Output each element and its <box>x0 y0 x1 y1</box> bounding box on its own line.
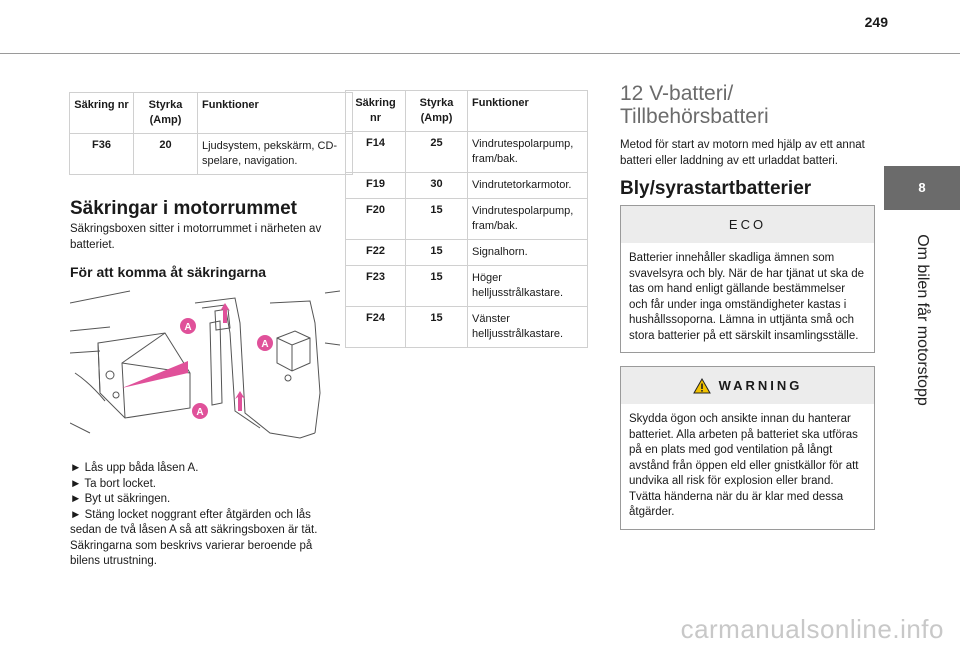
warning-box-header <box>621 367 874 404</box>
col-header-func: Funktioner <box>468 91 588 132</box>
warning-text: Skydda ögon och ansikte innan du hanterar batteriet. Alla arbeten på batteriet ska utföras på en plats med god ventilation på långt avstånd från öppen eld eller gnistkällor för att undvika all risk för explosion eller brand. Tvätta händerna när du är klar med dessa åtgärder. <box>629 413 859 518</box>
subsection-title: För att komma åt säkringarna <box>70 264 267 280</box>
cell-func: Signalhorn. <box>468 240 588 266</box>
table-row <box>346 199 588 240</box>
section-title-motor: Säkringar i motorrummet <box>70 198 297 219</box>
table-row <box>346 307 588 348</box>
marker-a-label: A <box>261 339 269 350</box>
cell-amp: 15 <box>406 307 468 348</box>
eco-box-header <box>621 206 874 243</box>
cell-nr: F19 <box>346 173 406 199</box>
table-row <box>346 173 588 199</box>
battery-subtitle: Bly/syrastartbatterier <box>620 178 812 199</box>
cell-amp: 20 <box>134 134 198 175</box>
top-rule <box>0 53 960 54</box>
marker-a-label: A <box>196 407 204 418</box>
chapter-tab-title-text: Om bilen får motorstopp <box>914 233 931 406</box>
cell-amp: 15 <box>406 266 468 307</box>
pointer-arrow-icon <box>122 361 188 388</box>
section-intro: Säkringsboxen sitter i motorrummet i närheten av batteriet. <box>70 223 322 251</box>
page-number: 249 <box>864 14 888 30</box>
table-header-row <box>70 93 353 134</box>
cell-amp: 30 <box>406 173 468 199</box>
cell-func: Höger helljusstrålkastare. <box>468 266 588 307</box>
eco-text: Batterier innehåller skadliga ämnen som svavelsyra och bly. När de har tjänat ut ska de tas om hand enligt gällande bestämmelser och får under inga omständigheter kastas i hushållssoporna. Lämna in uttjänta små och stora batterier på ett särskilt insamlingsställe. <box>629 252 865 342</box>
cell-func: Vindrutetorkarmotor. <box>468 173 588 199</box>
col-header-amp: Styrka (Amp) <box>134 93 198 134</box>
cell-nr: F36 <box>70 134 134 175</box>
marker-a-label: A <box>184 322 192 333</box>
cell-nr: F23 <box>346 266 406 307</box>
cell-amp: 15 <box>406 240 468 266</box>
list-note: Säkringarna som beskrivs varierar beroende på bilens utrustning. <box>70 539 313 567</box>
warning-box <box>620 366 875 530</box>
cell-nr: F14 <box>346 132 406 173</box>
list-item: ► Lås upp båda låsen A. <box>70 462 199 474</box>
table-row <box>346 266 588 307</box>
cell-func: Vindrutespolarpump, fram/bak. <box>468 132 588 173</box>
table-row <box>346 240 588 266</box>
fusebox-diagram <box>70 283 340 446</box>
col-header-nr: Säkring nr <box>70 93 134 134</box>
fuse-table-left <box>69 92 353 175</box>
eco-box <box>620 205 875 353</box>
cell-func: Vindrutespolarpump, fram/bak. <box>468 199 588 240</box>
table-row <box>70 134 353 175</box>
list-item: ► Byt ut säkringen. <box>70 493 171 505</box>
chapter-tab-number[interactable]: 8 <box>884 166 960 210</box>
cell-amp: 25 <box>406 132 468 173</box>
list-item: ► Ta bort locket. <box>70 477 156 490</box>
cell-func: Vänster helljusstrålkastare. <box>468 307 588 348</box>
table-row <box>346 132 588 173</box>
col-header-nr: Säkring nr <box>346 91 406 132</box>
warning-label: WARNING <box>718 378 803 393</box>
col-header-func: Funktioner <box>198 93 353 134</box>
list-item: ► Stäng locket noggrant efter åtgärden och lås sedan de två låsen A så att säkringsboxen är tät. <box>70 508 318 536</box>
watermark: carmanualsonline.info <box>680 614 944 644</box>
cell-nr: F20 <box>346 199 406 240</box>
cell-amp: 15 <box>406 199 468 240</box>
instruction-list <box>70 461 340 570</box>
battery-title: 12 V-batteri/ Tillbehörsbatteri <box>620 82 769 128</box>
fuse-table-middle <box>345 90 588 348</box>
chapter-tab-title <box>884 212 960 427</box>
cell-nr: F24 <box>346 307 406 348</box>
table-header-row <box>346 91 588 132</box>
warning-triangle-icon <box>693 378 711 394</box>
battery-intro: Metod för start av motorn med hjälp av ett annat batteri eller laddning av ett urladdat batteri. <box>620 139 865 167</box>
cell-func: Ljudsystem, pekskärm, CD-spelare, navigation. <box>198 134 353 175</box>
col-header-amp: Styrka (Amp) <box>406 91 468 132</box>
eco-label: ECO <box>728 217 767 232</box>
cell-nr: F22 <box>346 240 406 266</box>
